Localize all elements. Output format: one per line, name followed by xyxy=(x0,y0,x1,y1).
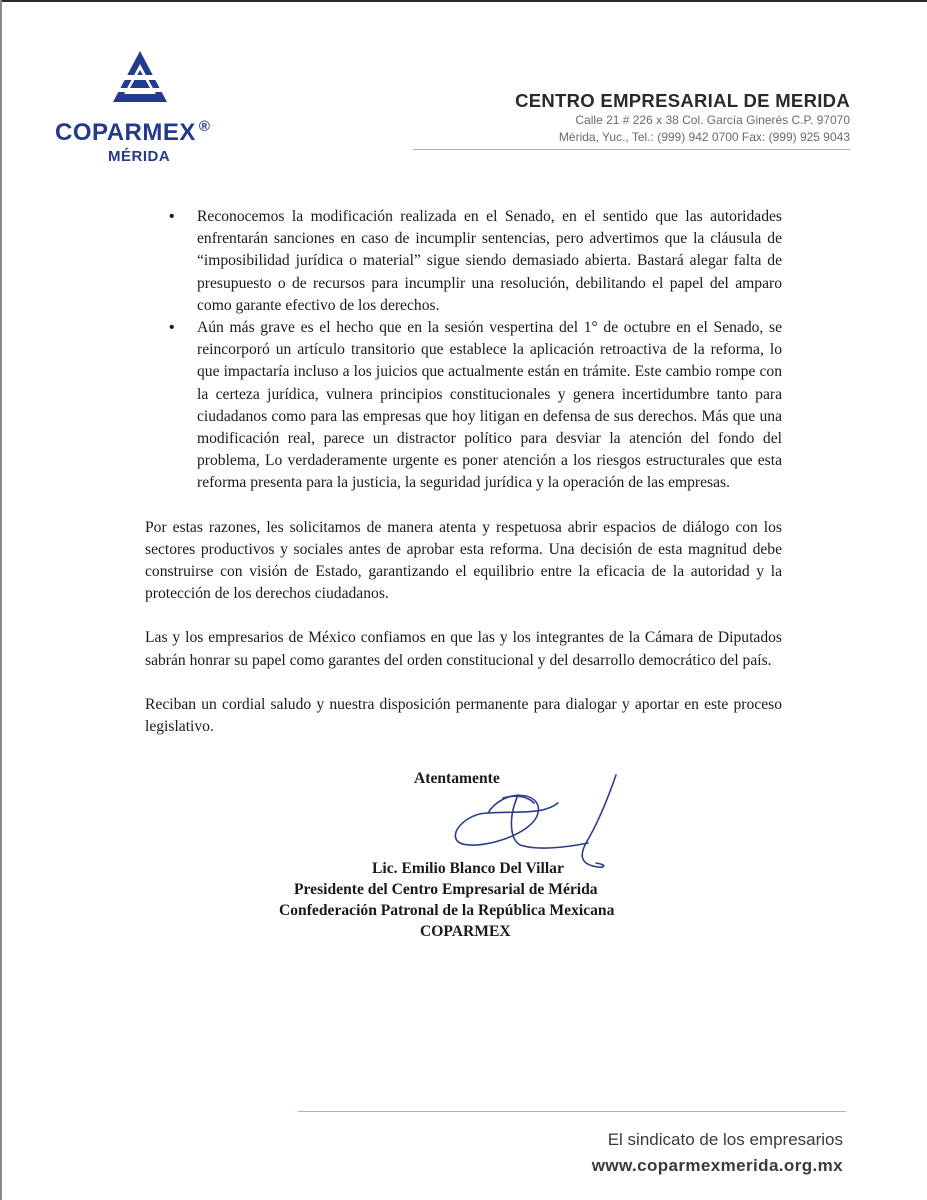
letter-body xyxy=(145,206,782,738)
org-address: Calle 21 # 226 x 38 Col. García Ginerés C.P. 97070 xyxy=(575,113,850,127)
closing: Atentamente xyxy=(414,770,500,787)
letterhead xyxy=(515,90,850,146)
scan-edge-top xyxy=(0,0,927,2)
registered-mark: ® xyxy=(198,118,211,135)
bullet-item: • Aún más grave es el hecho que en la sesión vespertina del 1° de octubre en el Senado, se reincorporó un artículo transitorio que establece la aplicación retroactiva de la reforma, lo que impactaría incluso a los juicios que actualmente están en trámite. Este cambio rompe con la certeza jurídica, vulnera principios constitucionales y genera incertidumbre tanto para ciudadanos como para las empresas que hoy litigan en defensa de sus derechos. Más que una modificación real, parece un distractor político para desviar la atención del fondo del problema, Lo verdaderamente urgente es poner atención a los riesgos estructurales que esta reforma presenta para la justicia, la seguridad jurídica y la operación de las empresas. xyxy=(197,317,782,495)
logo-brand xyxy=(55,118,245,147)
signer-title: Presidente del Centro Empresarial de Mérida xyxy=(294,881,598,898)
org-name: CENTRO EMPRESARIAL DE MERIDA xyxy=(515,90,850,111)
coparmex-logo xyxy=(55,48,245,168)
logo-brand-text: COPARMEX xyxy=(55,119,196,146)
signer-acronym: COPARMEX xyxy=(420,923,511,940)
org-contact: Mérida, Yuc., Tel.: (999) 942 0700 Fax: (999) 925 9043 xyxy=(558,130,850,144)
footer-divider xyxy=(298,1111,846,1112)
footer-website[interactable]: www.coparmexmerida.org.mx xyxy=(591,1156,843,1175)
header-divider xyxy=(413,149,850,150)
coparmex-emblem-icon xyxy=(110,48,170,106)
signer-organization: Confederación Patronal de la República Mexicana xyxy=(279,902,615,919)
bullet-list xyxy=(145,206,782,495)
paragraph: Las y los empresarios de México confiamos en que las y los integrantes de la Cámara de Diputados sabrán honrar su papel como garantes del orden constitucional y del desarrollo democrático del país. xyxy=(145,629,782,669)
footer xyxy=(592,1127,843,1179)
signer-name: Lic. Emilio Blanco Del Villar xyxy=(372,860,564,877)
paragraph: Reciban un cordial saludo y nuestra disposición permanente para dialogar y aportar en este proceso legislativo. xyxy=(145,695,782,736)
paragraph: Por estas razones, les solicitamos de manera atenta y respetuosa abrir espacios de diálogo con los sectores productivos y sociales antes de aprobar esta reforma. Una decisión de esta magnitud debe construirse con visión de Estado, garantizando el equilibrio entre la eficacia de la autoridad y la protección de los derechos ciudadanos. xyxy=(145,518,782,603)
logo-city: MÉRIDA xyxy=(108,148,171,165)
scan-edge-left xyxy=(0,0,2,1200)
handwritten-signature xyxy=(448,773,628,873)
footer-slogan: El sindicato de los empresarios xyxy=(607,1130,843,1149)
bullet-item: • Reconocemos la modificación realizada en el Senado, en el sentido que las autoridades enfrentarán sanciones en caso de incumplir sentencias, pero advertimos que la cláusula de “imposibilidad jurídica o material” sigue siendo demasiado abierta. Bastará alegar falta de presupuesto o de recursos para incumplir una resolución, debilitando el papel del amparo como garante efectivo de los derechos. xyxy=(197,206,782,317)
